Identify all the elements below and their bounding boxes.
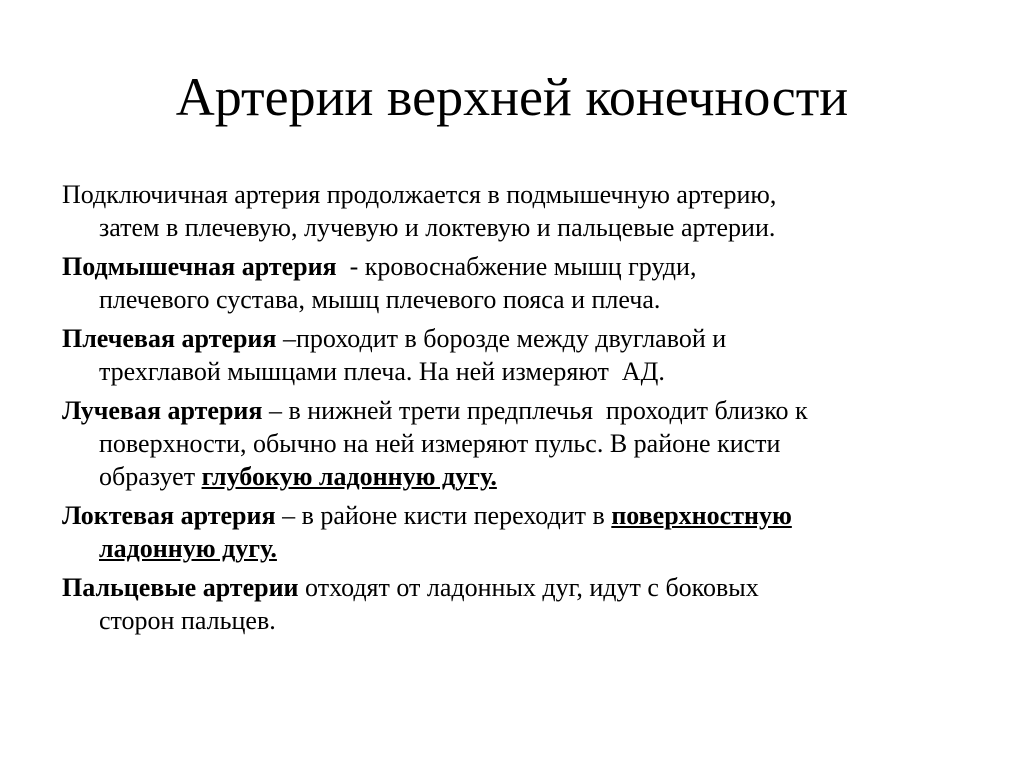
paragraph-ulnar [62, 499, 962, 565]
term-brachial-artery: Плечевая артерия [62, 324, 277, 353]
paragraph-text: образует [99, 462, 202, 491]
paragraph-radial [62, 394, 962, 493]
emphasis-deep-palmar-arch: глубокую ладонную дугу. [201, 462, 497, 491]
paragraph-brachial [62, 322, 962, 388]
paragraph-text: – в районе кисти переходит в [275, 501, 612, 530]
term-ulnar-artery: Локтевая артерия [62, 501, 276, 530]
paragraph-subclavian [62, 178, 962, 244]
paragraph-text: Подключичная артерия продолжается в подмышечную артерию, [62, 180, 777, 209]
paragraph-text: поверхности, обычно на ней измеряют пульс. В районе кисти [99, 429, 781, 458]
paragraph-text: - кровоснабжение мышц груди, [336, 252, 697, 281]
emphasis-superficial: поверхностную [611, 501, 792, 530]
paragraph-text: затем в плечевую, лучевую и локтевую и пальцевые артерии. [99, 213, 776, 242]
slide-title: Артерии верхней конечности [175, 67, 849, 127]
term-radial-artery: Лучевая артерия [62, 396, 263, 425]
paragraph-text: сторон пальцев. [99, 606, 276, 635]
term-axillary-artery: Подмышечная артерия [62, 252, 337, 281]
slide-body [62, 178, 962, 643]
paragraph-text: плечевого сустава, мышц плечевого пояса и плеча. [99, 285, 661, 314]
paragraph-digital [62, 571, 962, 637]
paragraph-text: отходят от ладонных дуг, идут с боковых [298, 573, 759, 602]
emphasis-palmar-arch: ладонную дугу. [99, 534, 277, 563]
paragraph-axillary [62, 250, 962, 316]
term-digital-arteries: Пальцевые артерии [62, 573, 299, 602]
paragraph-text: – в нижней трети предплечья проходит близко к [262, 396, 808, 425]
paragraph-text: трехглавой мышцами плеча. На ней измеряют АД. [99, 357, 665, 386]
paragraph-text: –проходит в борозде между двуглавой и [276, 324, 727, 353]
